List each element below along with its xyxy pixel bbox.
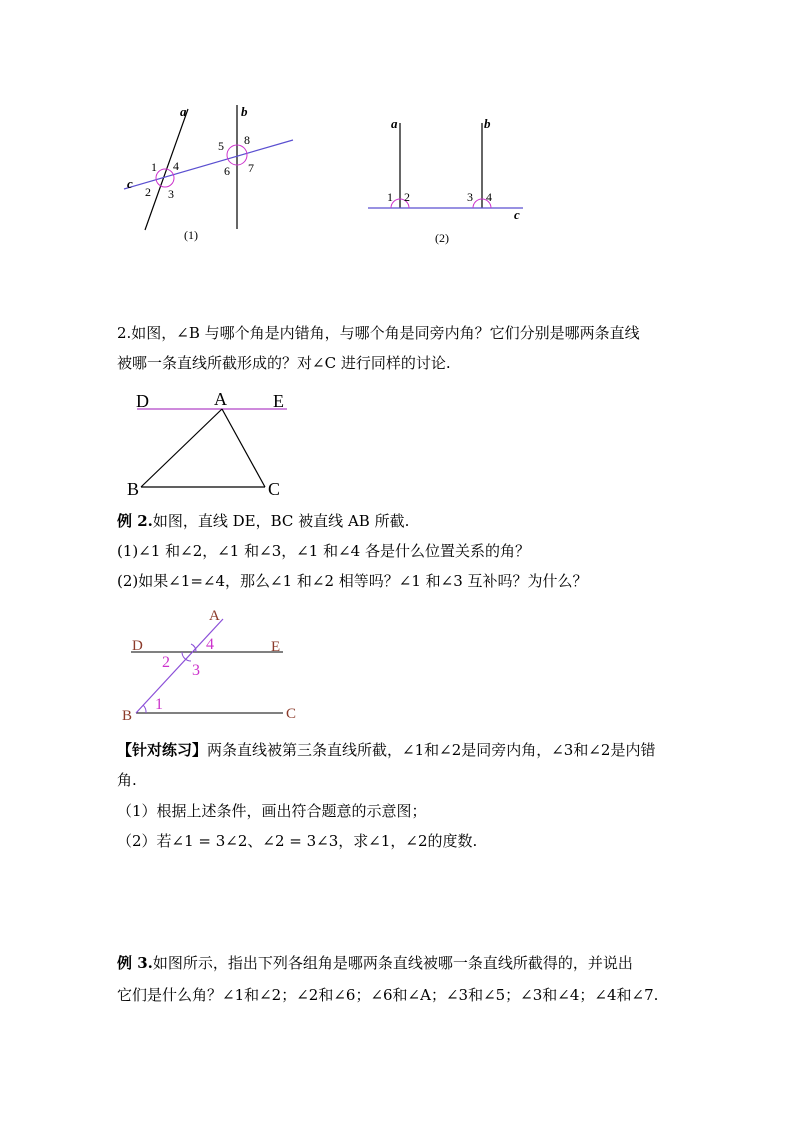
q2-line1: 2.如图，∠B 与哪个角是内错角，与哪个角是同旁内角？它们分别是哪两条直线 <box>117 324 640 342</box>
figure-2 <box>368 116 523 245</box>
svg-text:2: 2 <box>404 190 410 204</box>
svg-text:a: a <box>391 116 398 131</box>
svg-text:1: 1 <box>387 190 393 204</box>
figure-triangle <box>125 388 305 503</box>
figure-1 <box>124 104 293 242</box>
practice-item2: （2）若∠1 = 3∠2、∠2 = 3∠3，求∠1，∠2的度数. <box>117 832 478 850</box>
figure-1-caption: (1) <box>184 228 198 242</box>
svg-text:C: C <box>268 479 281 499</box>
ex2-sub2: (2)如果∠1=∠4，那么∠1 和∠2 相等吗？∠1 和∠3 互补吗？为什么？ <box>117 572 588 590</box>
ex3-line2: 它们是什么角？∠1和∠2；∠2和∠6；∠6和∠A；∠3和∠5；∠3和∠4；∠4和∠7. <box>117 986 659 1004</box>
svg-text:E: E <box>271 639 281 655</box>
svg-text:3: 3 <box>467 190 473 204</box>
svg-text:A: A <box>214 389 227 409</box>
svg-text:4: 4 <box>173 159 179 173</box>
svg-text:3: 3 <box>192 662 200 679</box>
svg-text:4: 4 <box>486 190 492 204</box>
svg-text:c: c <box>514 207 520 222</box>
svg-text:8: 8 <box>244 133 250 147</box>
practice-line2: 角. <box>117 771 137 789</box>
q2-line2: 被哪一条直线所截形成的？对∠C 进行同样的讨论. <box>117 354 451 372</box>
figure-2-caption: (2) <box>435 231 449 245</box>
svg-text:B: B <box>122 708 133 724</box>
svg-text:C: C <box>286 706 297 722</box>
practice-line1: 【针对练习】两条直线被第三条直线所截，∠1和∠2是同旁内角，∠3和∠2是内错 <box>117 741 656 759</box>
svg-text:2: 2 <box>145 185 151 199</box>
svg-text:1: 1 <box>151 160 157 174</box>
svg-text:1: 1 <box>155 696 163 713</box>
svg-text:5: 5 <box>218 139 224 153</box>
svg-text:E: E <box>273 391 284 411</box>
figure-top <box>110 95 540 255</box>
ex2-heading: 例 2.如图，直线 DE，BC 被直线 AB 所截. <box>117 512 410 530</box>
svg-text:B: B <box>127 479 140 499</box>
figure-ex2 <box>118 600 308 725</box>
svg-text:7: 7 <box>248 161 254 175</box>
ex2-sub1: (1)∠1 和∠2，∠1 和∠3，∠1 和∠4 各是什么位置关系的角？ <box>117 542 530 560</box>
svg-text:3: 3 <box>168 187 174 201</box>
svg-text:D: D <box>136 391 149 411</box>
line-c-label: c <box>127 176 133 191</box>
ex3-line1: 例 3.如图所示，指出下列各组角是哪两条直线被哪一条直线所截得的，并说出 <box>117 954 633 972</box>
svg-text:b: b <box>484 116 491 131</box>
svg-text:2: 2 <box>162 654 170 671</box>
svg-text:4: 4 <box>206 636 214 653</box>
practice-item1: （1）根据上述条件，画出符合题意的示意图； <box>117 802 427 820</box>
svg-text:D: D <box>132 638 143 654</box>
line-a-label: a <box>180 104 187 119</box>
svg-text:A: A <box>209 608 220 624</box>
svg-text:6: 6 <box>224 164 230 178</box>
line-b-label: b <box>241 104 248 119</box>
